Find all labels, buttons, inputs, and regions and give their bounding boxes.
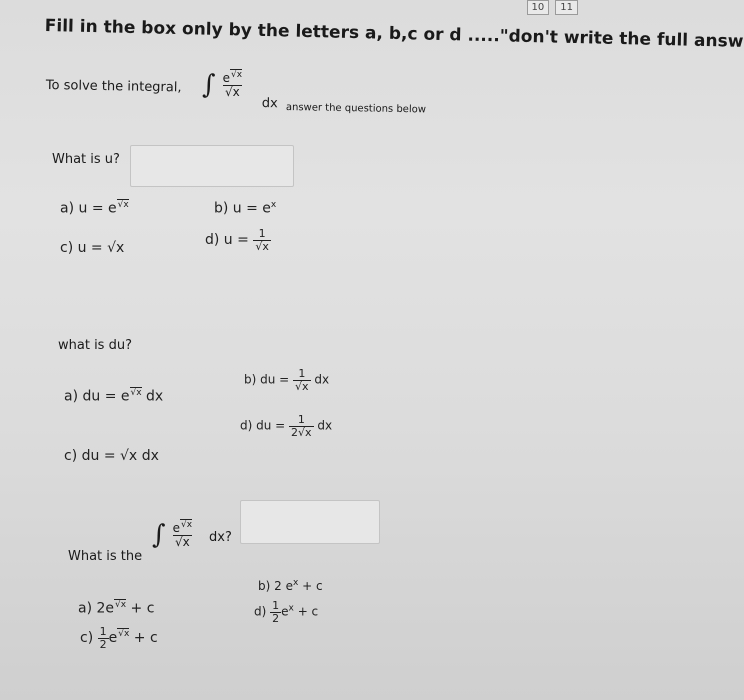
q3-option-b: b) 2 $e^x + c$ (258, 578, 323, 593)
q3-option-c: c) $\frac{1}{2}$ $e^{√x} + c$ (80, 625, 158, 651)
q1-option-c: c) u = √x (60, 240, 125, 256)
integrand-fraction: $\frac{e^{√x}}{√x}$ (222, 70, 243, 99)
q3-option-a: a) $2e^{√x} + c$ (78, 600, 155, 617)
question-integral-prompt: What is the (68, 549, 143, 564)
intro-lead: To solve the integral, (45, 78, 182, 96)
q2-option-d: d) du = $\frac{1}{2√x}$ dx (240, 413, 333, 439)
q3-option-d: d) $\frac{1}{2}$ $e^x + c$ (254, 599, 319, 625)
intro-dx: dx (261, 96, 278, 112)
q3-integrand-fraction: $\frac{e^{√x}}{√x}$ (172, 520, 193, 549)
q2-option-b: b) du = $\frac{1}{√x}$ dx (244, 367, 330, 393)
answer-box-integral[interactable] (240, 500, 380, 544)
question-du-prompt: what is du? (58, 338, 132, 353)
page-tabs (527, 0, 578, 15)
q1-option-a: a) $u = e^{√x}$ (60, 200, 129, 217)
q1-option-d: d) u = $\frac{1}{√x}$ (205, 227, 269, 253)
intro-integral (202, 70, 244, 100)
intro-instruction: answer the questions below (285, 102, 427, 116)
question-u-prompt: What is u? (52, 152, 120, 167)
integral-symbol: ∫ (202, 70, 216, 100)
tab-11[interactable]: 11 (555, 0, 578, 15)
q3-dx: dx? (209, 530, 232, 545)
q3-integral-symbol: ∫ (152, 520, 166, 550)
answer-box-u[interactable] (130, 145, 294, 187)
q2-option-c: c) du = √x dx (64, 448, 159, 464)
q3-integral (152, 520, 194, 550)
q1-option-b: b) $u = e^x$ (214, 200, 277, 217)
q2-option-a: a) du = $e^{√x}$ dx (64, 388, 164, 405)
instruction-title: Fill in the box only by the letters a, b,c or d ....."don't write the full answ (44, 16, 744, 52)
tab-10[interactable]: 10 (527, 0, 550, 15)
